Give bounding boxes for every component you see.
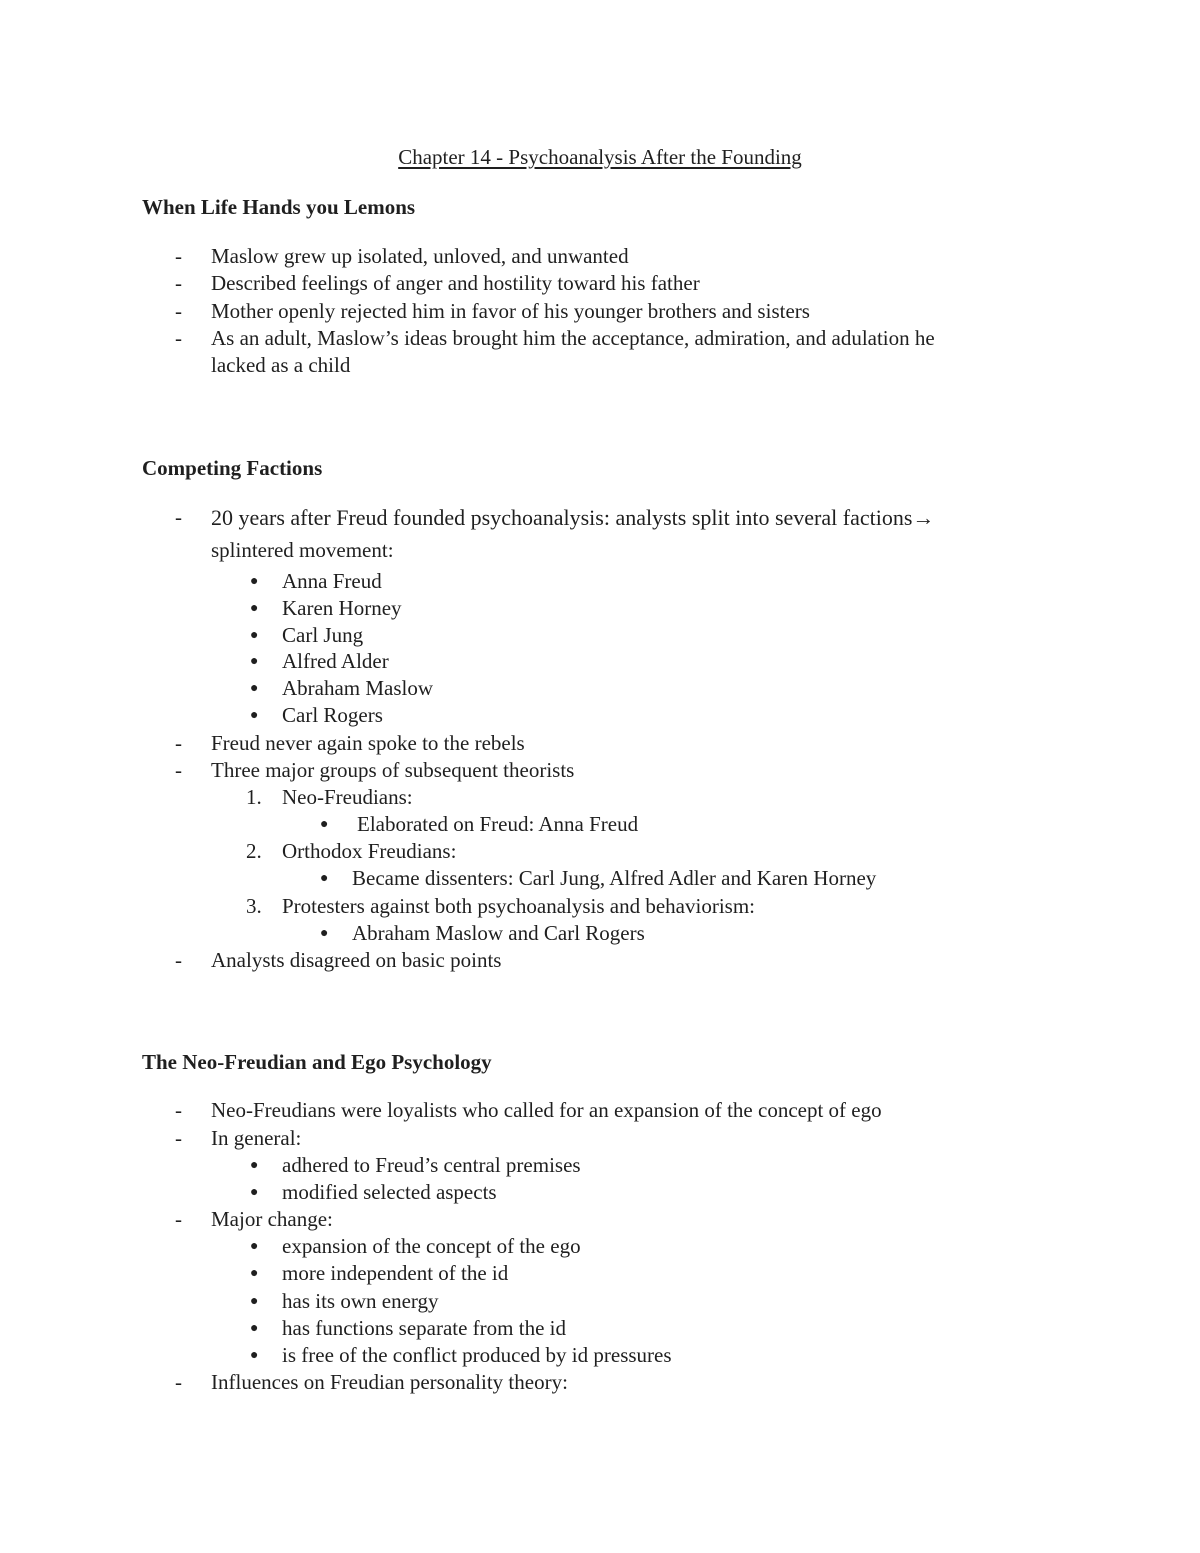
bullet-marker: ● xyxy=(250,654,259,669)
list-item-text: Analysts disagreed on basic points xyxy=(211,948,502,972)
number-marker: 2. xyxy=(246,839,262,863)
bullet-marker: ● xyxy=(250,1158,259,1173)
dash-marker: - xyxy=(175,299,182,323)
dash-marker: - xyxy=(175,948,182,972)
numbered-item-text: Orthodox Freudians: xyxy=(282,839,457,863)
section-heading-factions: Competing Factions xyxy=(142,456,323,480)
bullet-marker: ● xyxy=(250,628,259,643)
bullet-text: is free of the conflict produced by id pressures xyxy=(282,1343,672,1367)
list-item-text: Maslow grew up isolated, unloved, and unwanted xyxy=(211,244,629,268)
bullet-text: has functions separate from the id xyxy=(282,1316,566,1340)
bullet-text: Alfred Alder xyxy=(282,649,389,673)
list-item-text: As an adult, Maslow’s ideas brought him the acceptance, admiration, and adulation he xyxy=(211,326,935,350)
bullet-marker: ● xyxy=(250,1321,259,1336)
list-item-text: 20 years after Freud founded psychoanalysis: analysts split into several factions→ xyxy=(211,505,935,530)
number-marker: 3. xyxy=(246,894,262,918)
bullet-marker: ● xyxy=(250,1185,259,1200)
list-item-text: Mother openly rejected him in favor of his younger brothers and sisters xyxy=(211,299,810,323)
bullet-marker: ● xyxy=(320,817,329,832)
bullet-text: has its own energy xyxy=(282,1289,439,1313)
dash-marker: - xyxy=(175,326,182,350)
section-heading-neo: The Neo-Freudian and Ego Psychology xyxy=(142,1050,492,1074)
bullet-text: Abraham Maslow xyxy=(282,676,434,700)
dash-marker: - xyxy=(175,731,182,755)
numbered-item-text: Protesters against both psychoanalysis and behaviorism: xyxy=(282,894,756,918)
bullet-marker: ● xyxy=(250,708,259,723)
bullet-marker: ● xyxy=(250,1266,259,1281)
dash-marker: - xyxy=(175,1126,182,1150)
sub-bullet-text: Abraham Maslow and Carl Rogers xyxy=(352,921,645,945)
dash-marker: - xyxy=(175,1207,182,1231)
list-item-text: Described feelings of anger and hostility toward his father xyxy=(211,271,700,295)
sub-bullet-text: Elaborated on Freud: Anna Freud xyxy=(357,812,639,836)
number-marker: 1. xyxy=(246,785,262,809)
bullet-marker: ● xyxy=(250,601,259,616)
bullet-marker: ● xyxy=(250,1239,259,1254)
list-item-continuation: lacked as a child xyxy=(211,353,351,377)
dash-marker: - xyxy=(175,271,182,295)
bullet-marker: ● xyxy=(320,926,329,941)
dash-marker: - xyxy=(175,1370,182,1394)
list-item-text: Neo-Freudians were loyalists who called for an expansion of the concept of ego xyxy=(211,1098,882,1122)
list-item-text: Freud never again spoke to the rebels xyxy=(211,731,525,755)
sub-bullet-text: Became dissenters: Carl Jung, Alfred Adler and Karen Horney xyxy=(352,866,877,890)
bullet-marker: ● xyxy=(250,1294,259,1309)
bullet-marker: ● xyxy=(250,574,259,589)
bullet-marker: ● xyxy=(250,1348,259,1363)
bullet-text: Anna Freud xyxy=(282,569,382,593)
bullet-text: Carl Rogers xyxy=(282,703,383,727)
list-item-text: Influences on Freudian personality theory: xyxy=(211,1370,568,1394)
bullet-text: modified selected aspects xyxy=(282,1180,497,1204)
bullet-text: adhered to Freud’s central premises xyxy=(282,1153,581,1177)
page-title: Chapter 14 - Psychoanalysis After the Founding xyxy=(398,145,802,169)
list-item-text: In general: xyxy=(211,1126,302,1150)
bullet-marker: ● xyxy=(320,871,329,886)
list-item-continuation: splintered movement: xyxy=(211,538,394,562)
section-heading-lemons: When Life Hands you Lemons xyxy=(142,195,416,219)
dash-marker: - xyxy=(175,505,182,529)
bullet-marker: ● xyxy=(250,681,259,696)
dash-marker: - xyxy=(175,244,182,268)
dash-marker: - xyxy=(175,758,182,782)
bullet-text: expansion of the concept of the ego xyxy=(282,1234,581,1258)
dash-marker: - xyxy=(175,1098,182,1122)
list-item-text: Major change: xyxy=(211,1207,333,1231)
bullet-text: Carl Jung xyxy=(282,623,364,647)
numbered-item-text: Neo-Freudians: xyxy=(282,785,413,809)
bullet-text: Karen Horney xyxy=(282,596,402,620)
list-item-text: Three major groups of subsequent theorists xyxy=(211,758,575,782)
bullet-text: more independent of the id xyxy=(282,1261,509,1285)
